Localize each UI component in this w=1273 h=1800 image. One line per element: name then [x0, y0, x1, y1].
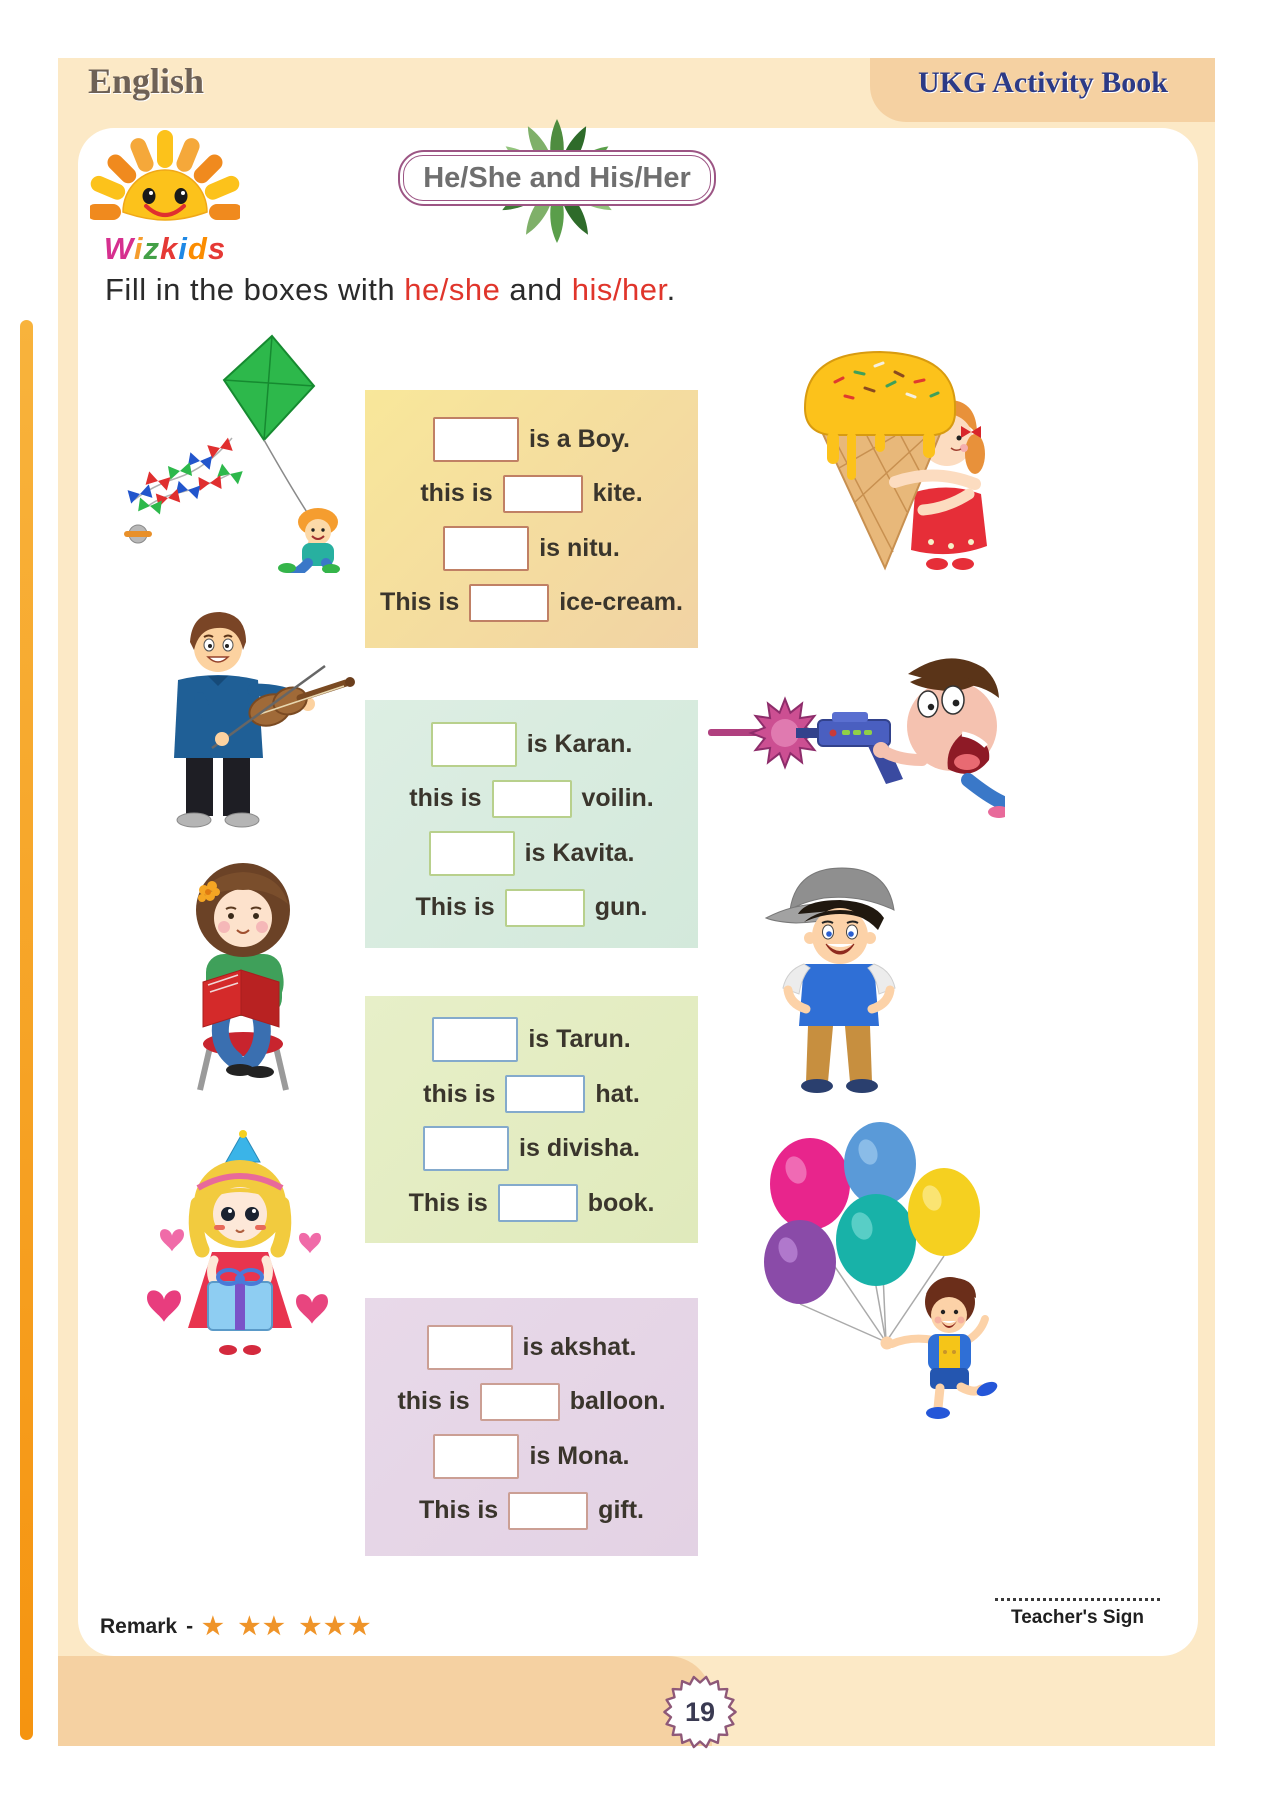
sentence-line — [369, 780, 694, 818]
sentence-text: This is — [408, 1188, 488, 1217]
sentence-line — [369, 889, 694, 927]
logo-letter: i — [178, 231, 188, 266]
signature-line — [995, 1598, 1160, 1601]
page-number-badge — [662, 1674, 738, 1750]
sentence-text: This is — [380, 588, 460, 616]
sentence-text: voilin. — [581, 784, 654, 812]
answer-box[interactable] — [498, 1184, 578, 1222]
book-title: UKG Activity Book — [917, 66, 1168, 99]
answer-box[interactable] — [505, 889, 585, 927]
logo-letter: k — [160, 231, 179, 266]
answer-box[interactable] — [508, 1492, 588, 1530]
sentence-line — [369, 1325, 694, 1370]
sentence-text: this is — [409, 784, 482, 812]
sentence-text: is Mona. — [529, 1441, 630, 1470]
man-playing-violin-illustration — [120, 598, 360, 838]
sentence-line — [369, 1492, 694, 1530]
sentence-text: gun. — [594, 893, 648, 921]
teacher-sign-label: Teacher's Sign — [1011, 1607, 1144, 1628]
remark-dash: - — [186, 1614, 194, 1638]
sentence-line — [369, 722, 694, 767]
answer-box[interactable] — [433, 1434, 519, 1479]
instruction-part: . — [666, 272, 676, 307]
sentence-line — [369, 1017, 694, 1062]
exercise-panel-3 — [365, 996, 698, 1243]
sentence-line — [369, 475, 694, 513]
answer-box[interactable] — [443, 526, 529, 571]
instruction-highlight: his/her — [571, 272, 667, 307]
answer-box[interactable] — [433, 417, 519, 462]
sentence-text: gift. — [598, 1496, 644, 1524]
lesson-title-banner — [398, 150, 716, 206]
sentence-line — [369, 1126, 694, 1171]
logo-letter: s — [207, 231, 227, 266]
logo-letter: d — [187, 231, 208, 266]
teacher-sign — [995, 1598, 1160, 1629]
sentence-line — [369, 526, 694, 571]
boy-with-balloons-illustration — [728, 1112, 1003, 1422]
answer-box[interactable] — [423, 1126, 509, 1171]
footer-band — [58, 1656, 712, 1746]
answer-box[interactable] — [429, 831, 515, 876]
answer-box[interactable] — [431, 722, 517, 767]
sentence-text: this is — [423, 1079, 496, 1108]
logo-letter: W — [103, 231, 134, 266]
sentence-text: is Tarun. — [528, 1025, 631, 1053]
answer-box[interactable] — [503, 475, 583, 513]
exercise-panel-2 — [365, 700, 698, 948]
lesson-title: He/She and His/Her — [423, 161, 691, 194]
remark-stars — [202, 1612, 385, 1641]
exercise-panel-4 — [365, 1298, 698, 1556]
sentence-text: hat. — [595, 1079, 640, 1108]
sentence-line — [369, 1434, 694, 1479]
sentence-text: book. — [587, 1188, 655, 1217]
exercise-panel-1 — [365, 390, 698, 648]
girl-holding-gift-illustration — [140, 1130, 340, 1370]
answer-box[interactable] — [492, 780, 572, 818]
sentence-line — [369, 1383, 694, 1421]
logo-letter: z — [143, 231, 161, 266]
sentence-text: ice-cream. — [559, 588, 683, 616]
answer-box[interactable] — [427, 1325, 513, 1370]
star-group: ★ — [202, 1613, 227, 1640]
logo-wordmark — [85, 231, 245, 267]
sentence-text: kite. — [592, 479, 643, 507]
girl-reading-book-illustration — [148, 852, 343, 1097]
answer-box[interactable] — [432, 1017, 518, 1062]
answer-box[interactable] — [469, 584, 549, 622]
sun-smiley-icon — [90, 130, 240, 242]
sentence-text: This is — [415, 893, 495, 921]
sentence-line — [369, 1075, 694, 1113]
instruction-part: and — [500, 272, 572, 307]
page-number: 19 — [684, 1696, 716, 1727]
boy-flying-kite-illustration — [112, 328, 357, 573]
sentence-text: is Kavita. — [524, 838, 635, 867]
left-accent-strip — [20, 320, 33, 1740]
instruction-part: Fill in the boxes with — [105, 272, 405, 307]
sentence-text: is divisha. — [519, 1134, 640, 1162]
star-group: ★★ — [238, 1613, 288, 1640]
sentence-text: is a Boy. — [529, 424, 630, 453]
sentence-text: this is — [397, 1387, 470, 1415]
sentence-line — [369, 831, 694, 876]
logo-letter: i — [133, 231, 144, 266]
sentence-line — [369, 417, 694, 462]
remark-label: Remark — [100, 1614, 178, 1638]
wizkids-logo — [85, 130, 245, 267]
girl-hugging-ice-cream-illustration — [735, 342, 993, 574]
remark-row — [100, 1612, 385, 1641]
sentence-line — [369, 1184, 694, 1222]
answer-box[interactable] — [505, 1075, 585, 1113]
subject-title: English — [88, 61, 205, 101]
instruction-highlight: he/she — [404, 272, 501, 307]
sentence-text: is Karan. — [526, 729, 633, 758]
sentence-text: This is — [418, 1496, 499, 1524]
sentence-text: this is — [420, 479, 493, 507]
instruction-text — [105, 272, 676, 308]
sentence-text: is akshat. — [522, 1332, 637, 1361]
girl-with-toy-gun-illustration — [700, 630, 1005, 830]
sentence-text: is nitu. — [539, 533, 620, 562]
answer-box[interactable] — [480, 1383, 560, 1421]
sentence-line — [369, 584, 694, 622]
sentence-text: balloon. — [569, 1387, 666, 1415]
star-group: ★★★ — [299, 1613, 374, 1640]
boy-with-cap-illustration — [738, 856, 938, 1096]
